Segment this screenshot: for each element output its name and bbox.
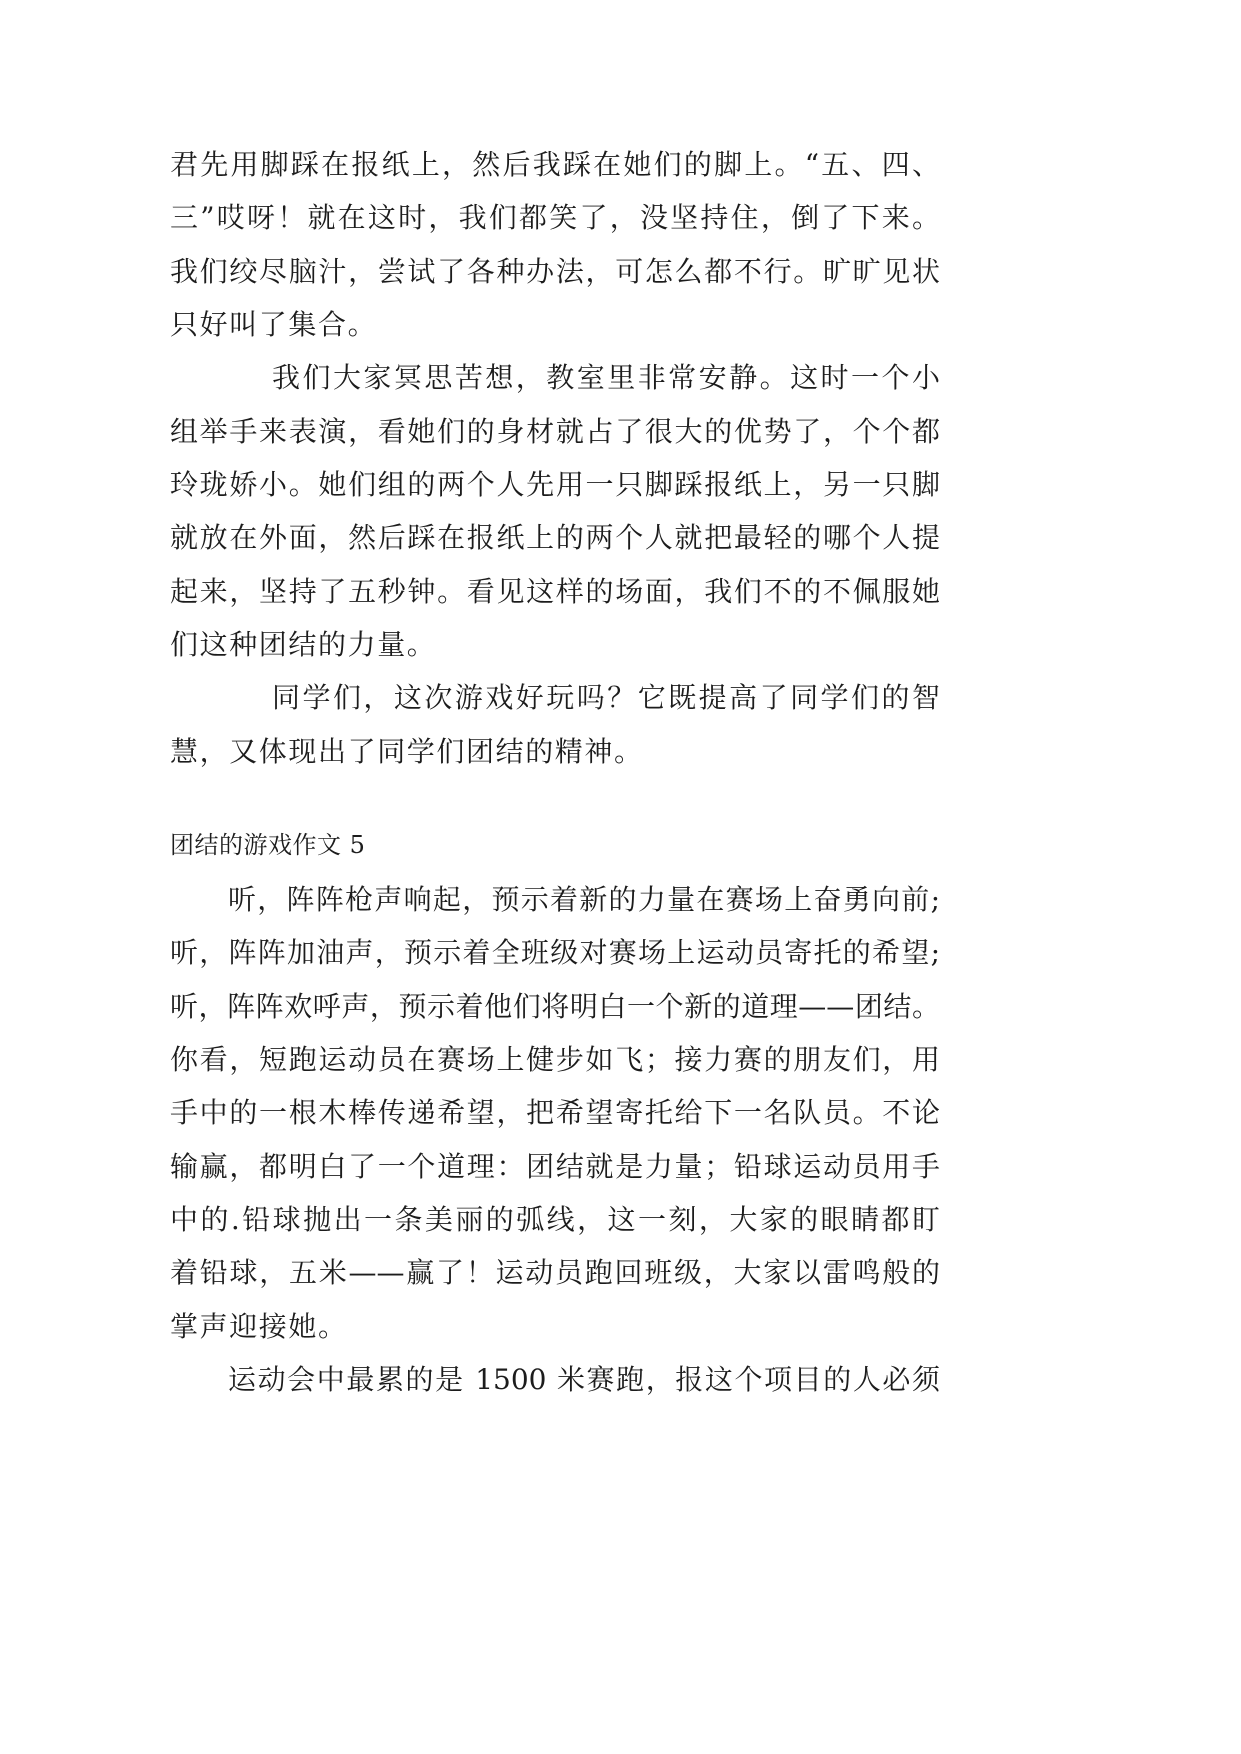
text-line: 同学们，这次游戏好玩吗？它既提高了同学们的智: [272, 681, 940, 715]
text-line: 君先用脚踩在报纸上，然后我踩在她们的脚上。“五、四、: [170, 148, 940, 181]
text-line: 慧，又体现出了同学们团结的精神。: [170, 734, 644, 768]
essay-title: 团结的游戏作文 5: [170, 831, 366, 859]
text-line: 掌声迎接她。: [170, 1309, 348, 1343]
text-line: 只好叫了集合。: [170, 308, 378, 342]
text-line: 手中的一根木棒传递希望，把希望寄托给下一名队员。不论: [170, 1096, 940, 1130]
text-line: 我们大家冥思苦想，教室里非常安静。这时一个小: [272, 361, 940, 395]
text-line: 运动会中最累的是 1500 米赛跑，报这个项目的人必须: [228, 1363, 940, 1397]
text-line: 输赢，都明白了一个道理：团结就是力量；铅球运动员用手: [170, 1149, 940, 1183]
text-line: 中的.铅球抛出一条美丽的弧线，这一刻，大家的眼睛都盯: [170, 1203, 940, 1237]
paragraph: [170, 138, 940, 351]
essay-body: [170, 873, 940, 1406]
text-line: 着铅球，五米——赢了！运动员跑回班级，大家以雷鸣般的: [170, 1256, 940, 1290]
paragraph: [170, 671, 940, 778]
text-line: 三”哎呀！就在这时，我们都笑了，没坚持住，倒了下来。: [170, 201, 940, 235]
text-line: 你看，短跑运动员在赛场上健步如飞；接力赛的朋友们，用: [170, 1043, 940, 1077]
text-line: 我们绞尽脑汁，尝试了各种办法，可怎么都不行。旷旷见状: [170, 254, 940, 288]
text-line: 听，阵阵加油声，预示着全班级对赛场上运动员寄托的希望;: [170, 936, 940, 970]
text-line: 组举手来表演，看她们的身材就占了很大的优势了，个个都: [170, 414, 940, 448]
text-line: 玲珑娇小。她们组的两个人先用一只脚踩报纸上，另一只脚: [170, 468, 940, 502]
paragraph: [170, 1353, 940, 1406]
paragraph: [170, 351, 940, 671]
text-line: 就放在外面，然后踩在报纸上的两个人就把最轻的哪个人提: [170, 521, 940, 555]
text-line: 听，阵阵枪声响起，预示着新的力量在赛场上奋勇向前;: [228, 883, 940, 916]
continued-passage: [170, 138, 940, 778]
text-line: 起来，坚持了五秒钟。看见这样的场面，我们不的不佩服她: [170, 574, 940, 608]
text-line: 们这种团结的力量。: [170, 628, 437, 662]
text-line: 听，阵阵欢呼声，预示着他们将明白一个新的道理——团结。: [170, 989, 940, 1023]
paragraph: [170, 873, 940, 1353]
